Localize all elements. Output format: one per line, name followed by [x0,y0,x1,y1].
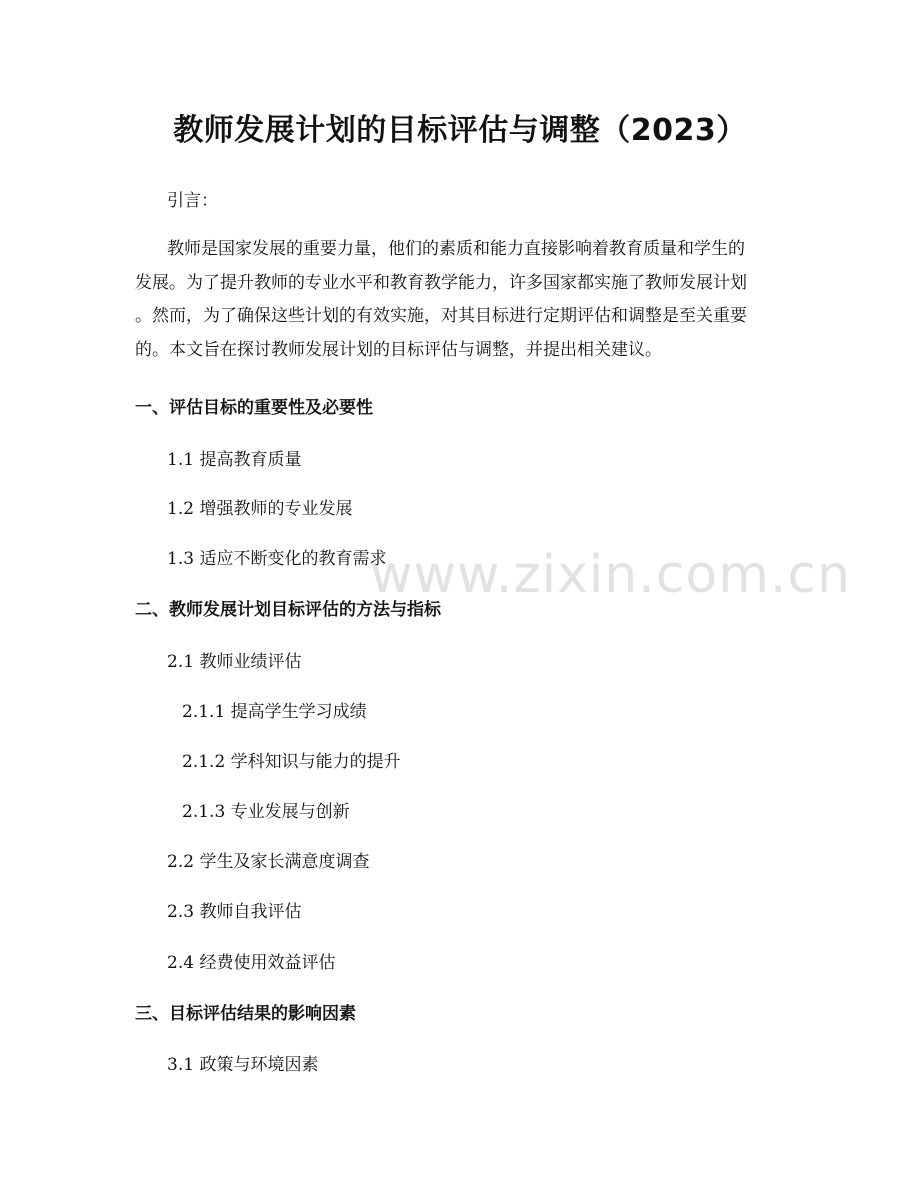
outline-subitem: 2.1.2 学科知识与能力的提升 [182,752,401,772]
intro-line: 。然而，为了确保这些计划的有效实施，对其目标进行定期评估和调整是至关重要 [135,306,747,327]
outline-subitem: 2.1.3 专业发展与创新 [182,802,350,822]
document-title: 教师发展计划的目标评估与调整（2023） [173,113,747,148]
intro-line: 教师是国家发展的重要力量，他们的素质和能力直接影响着教育质量和学生的 [167,239,745,259]
intro-line: 发展。为了提升教师的专业水平和教育教学能力，许多国家都实施了教师发展计划 [135,272,747,293]
outline-item: 1.1 提高教育质量 [167,450,302,470]
watermark: www.zixin.com.cn [370,545,851,605]
outline-item: 2.3 教师自我评估 [167,902,302,922]
outline-item: 2.1 教师业绩评估 [167,652,302,672]
outline-item: 2.2 学生及家长满意度调查 [167,852,370,872]
outline-item: 2.4 经费使用效益评估 [167,953,336,973]
outline-item: 1.2 增强教师的专业发展 [167,499,353,519]
outline-item: 3.1 政策与环境因素 [167,1055,319,1075]
intro-line: 的。本文旨在探讨教师发展计划的目标评估与调整，并提出相关建议。 [135,340,662,361]
outline-item: 1.3 适应不断变化的教育需求 [167,549,387,569]
section-heading: 三、目标评估结果的影响因素 [135,1004,356,1024]
section-heading: 一、评估目标的重要性及必要性 [135,398,373,418]
intro-paragraph [135,233,785,368]
section-heading: 二、教师发展计划目标评估的方法与指标 [135,600,441,620]
intro-label: 引言： [167,191,218,211]
outline-subitem: 2.1.1 提高学生学习成绩 [182,702,367,722]
